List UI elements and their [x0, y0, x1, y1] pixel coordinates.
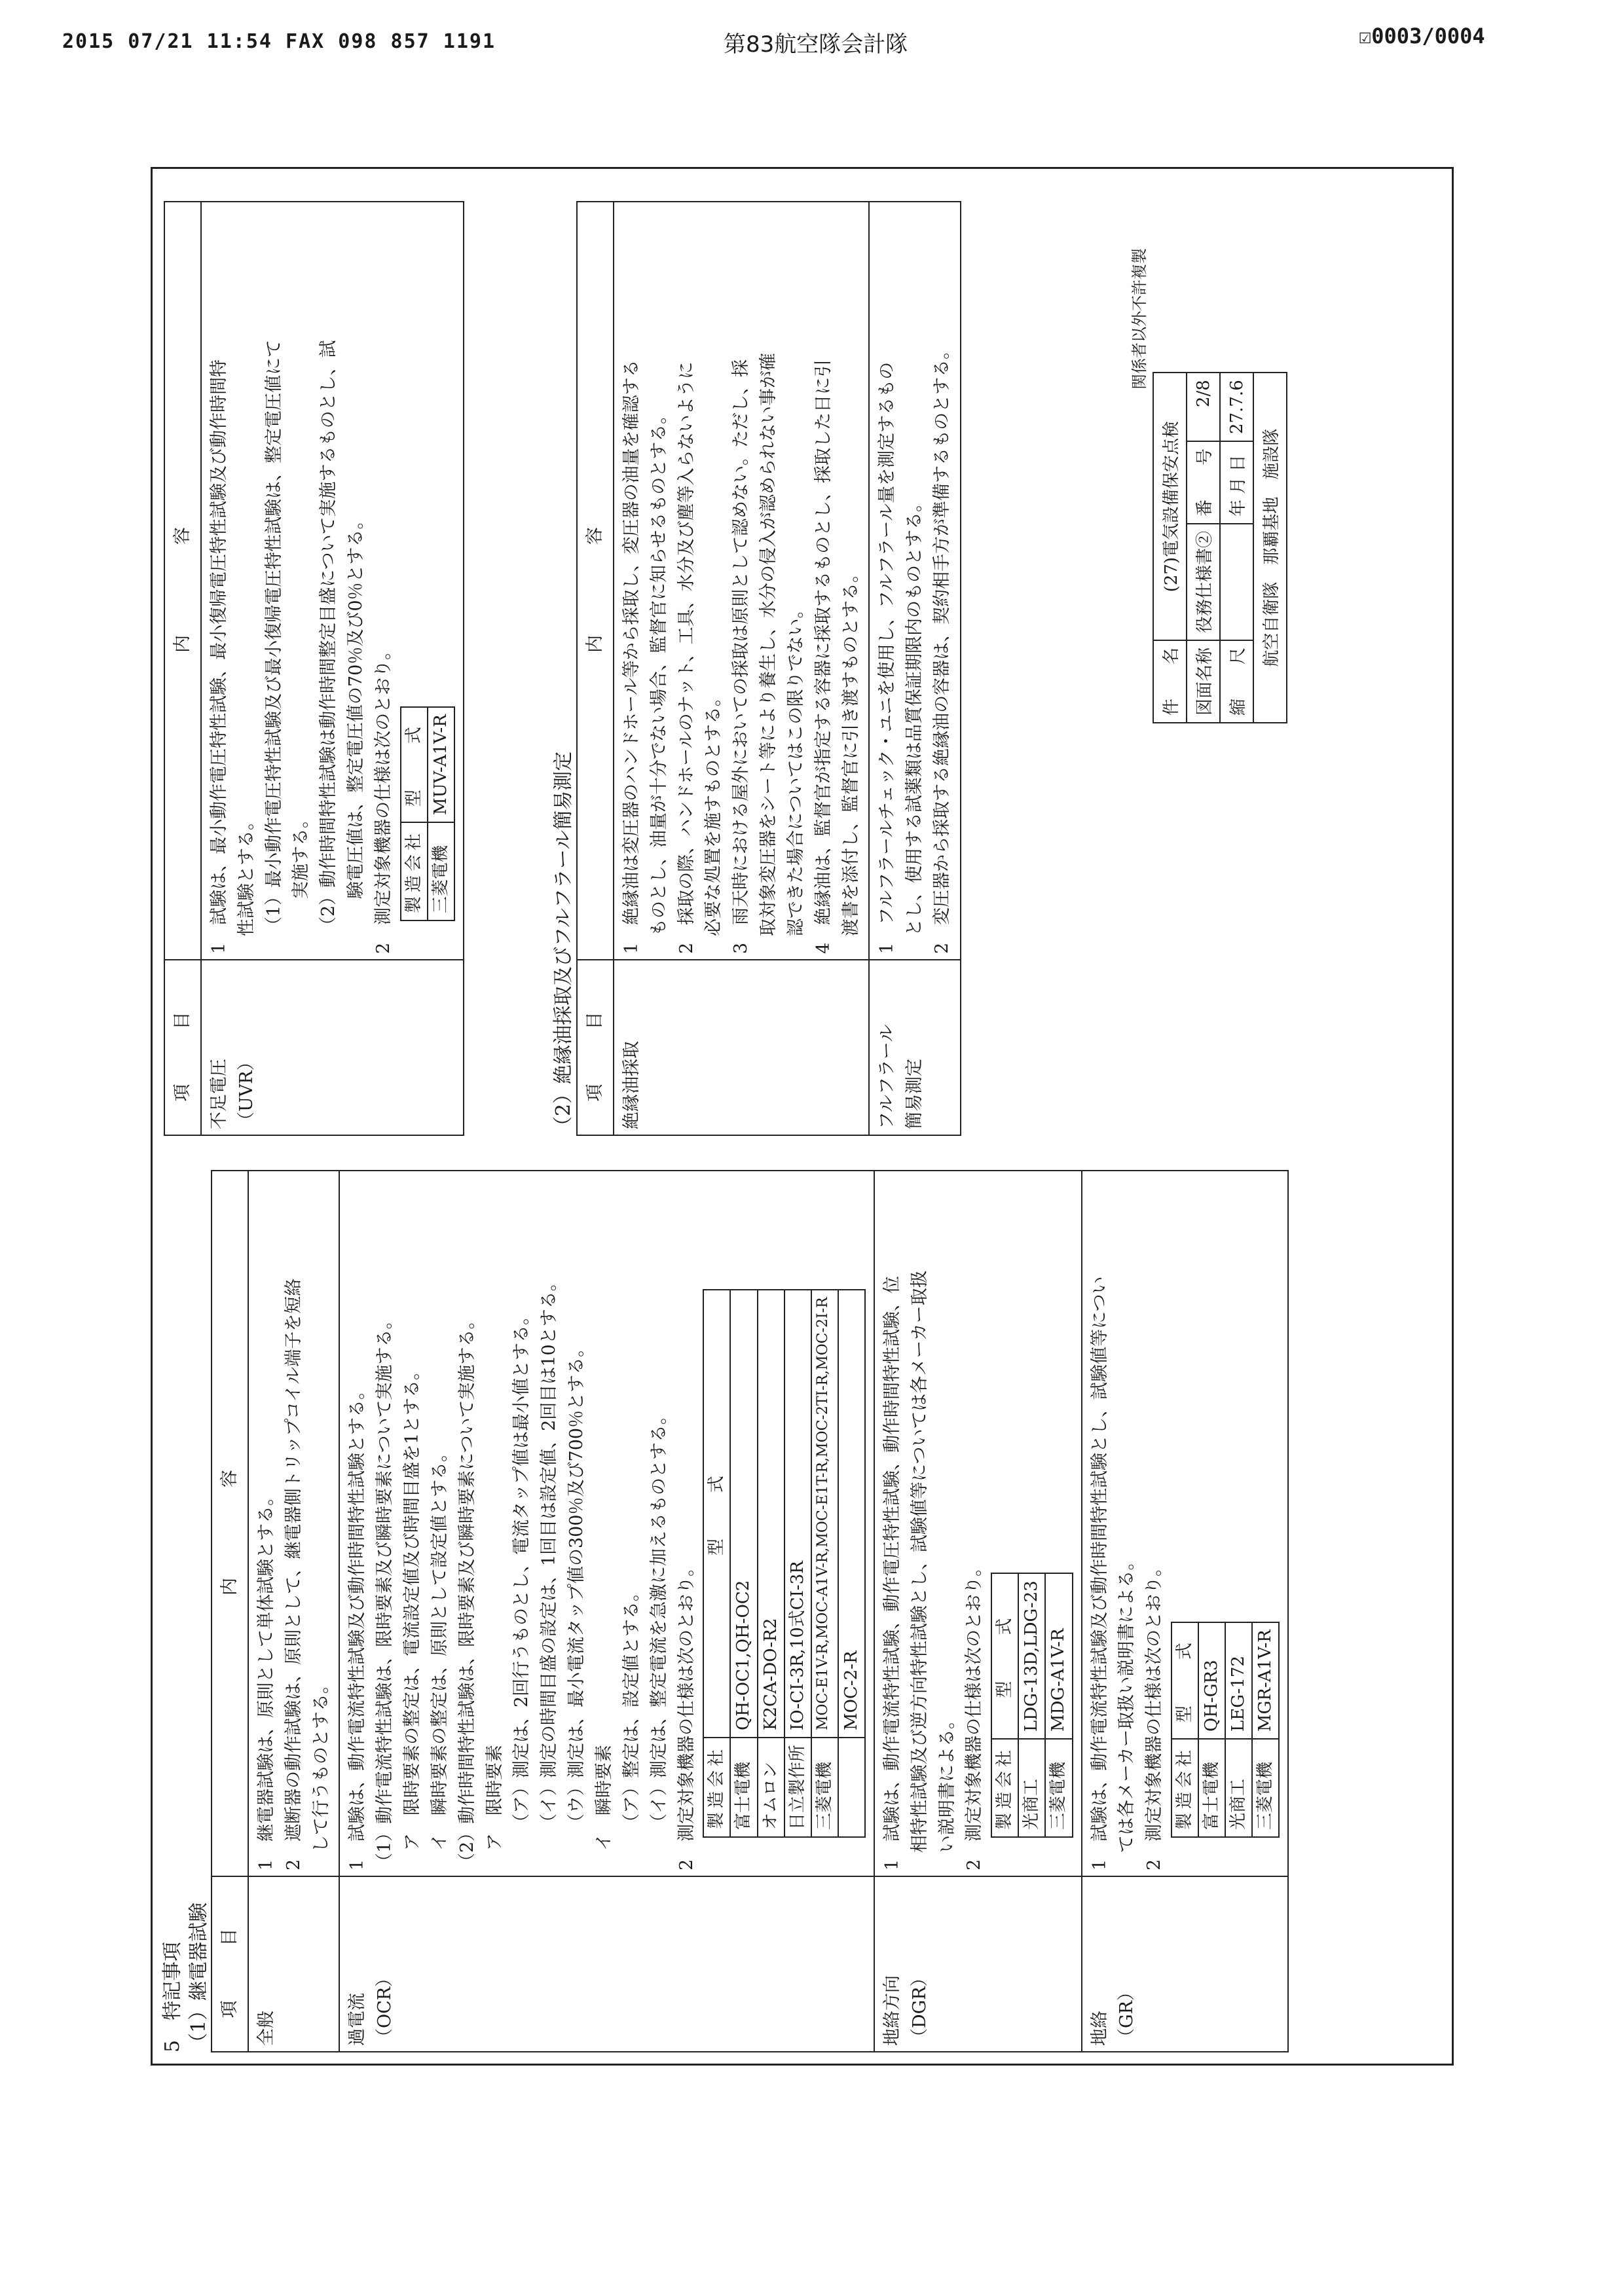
content-line: 1 試験は、最小動作電圧特性試験、最小復帰電圧特性試験及び動作時間特	[208, 359, 229, 954]
section-heading: 5 特記事項	[161, 1941, 184, 2052]
table-row	[869, 202, 961, 1135]
content-line: ては各メーカー取扱い説明書による。	[1116, 1552, 1137, 1870]
content-line: （2）動作時間特性試験は動作時間整定目盛について実施するものとし、試	[318, 340, 339, 934]
content-line: イ 瞬時要素の整定は、原則として設定値とする。	[429, 1444, 450, 1851]
table-row	[1018, 1573, 1045, 1837]
content-line: 験電圧値は、整定電圧値の70％及び0％とする。	[346, 511, 367, 934]
spec-maker: 光商工	[1018, 1739, 1045, 1837]
content-line: 2 測定対象機器の仕様は次のとおり。	[1144, 1558, 1165, 1870]
content-line: （ア）整定は、設定値とする。	[621, 1584, 642, 1831]
spec-header-model: 型 式	[991, 1573, 1018, 1739]
item-uvr-abbr: （UVR）	[236, 1053, 257, 1129]
value-name: (27)電気設備保安点検	[1153, 373, 1187, 640]
fax-timestamp: 2015 07/21 11:54 FAX 098 857 1191	[62, 30, 496, 53]
content-line: （ア）測定は、2回行うものとし、電流タップ値は最小値とする。	[511, 1307, 532, 1831]
table-row	[874, 1171, 1082, 2052]
item-general: 全般	[255, 2011, 276, 2046]
uvr-table	[164, 201, 464, 1136]
confidential-note: 関係者以外不許複製	[1130, 248, 1149, 390]
table-row	[248, 1171, 340, 2052]
issuing-org: 航空自衛隊 那覇基地 施設隊	[1253, 373, 1287, 723]
item-dgr: 地絡方向	[881, 1975, 902, 2046]
ocr-spec-table	[703, 1289, 866, 1838]
dgr-spec-table	[991, 1573, 1073, 1838]
item-furfural-sub: 簡易測定	[904, 1059, 925, 1129]
table-row	[1045, 1573, 1072, 1837]
value-scale	[1220, 524, 1253, 640]
table-row	[1225, 1622, 1252, 1837]
col-header-content: 内 容	[164, 202, 201, 960]
spec-model: LDG-13D,LDG-23	[1018, 1573, 1045, 1739]
spec-maker: 三菱電機	[428, 822, 454, 920]
spec-model: K2CA-DO-R2	[758, 1290, 784, 1738]
col-header-content: 内 容	[212, 1171, 248, 1876]
item-uvr: 不足電圧	[208, 1059, 229, 1129]
fax-page-number: ☑0003/0004	[1359, 24, 1485, 48]
spec-model: QH-GR3	[1198, 1622, 1225, 1739]
spec-maker: 富士電機	[1198, 1739, 1225, 1837]
content-line: 2 測定対象機器の仕様は次のとおり。	[373, 642, 394, 954]
item-oil: 絶縁油採取	[621, 1041, 642, 1129]
content-line: ア 限時要素	[484, 1745, 505, 1851]
content-line: い説明書による。	[936, 1711, 957, 1870]
col-header-content: 内 容	[577, 202, 614, 960]
spec-maker: 三菱電機	[811, 1738, 838, 1837]
col-header-item: 項 目	[212, 1876, 248, 2052]
label-name: 件 名	[1153, 640, 1187, 723]
content-line: （1）動作電流特性試験は、限時要素及び瞬時要素について実施する。	[375, 1311, 396, 1870]
content-line: 2 採取の際、ハンドホールのナット、工具、水分及び塵等入らないように	[676, 361, 697, 954]
spec-header-model: 型 式	[401, 707, 428, 822]
spec-model: MGR-A1V-R	[1252, 1622, 1279, 1739]
content-line: して行うものとする。	[310, 1676, 331, 1870]
table-row	[339, 1171, 874, 2052]
item-ocr-abbr: （OCR）	[375, 1969, 396, 2046]
table-row	[1082, 1171, 1289, 2052]
label-drawing: 図面名称	[1187, 640, 1220, 723]
content-line: 1 試験は、動作電流特性試験及び動作時間特性試験とする。	[347, 1381, 368, 1870]
spec-model: IO-CI-3R,10式CI-3R	[784, 1290, 811, 1738]
value-number: 2/8	[1187, 373, 1220, 441]
table-row	[1220, 373, 1253, 723]
table-row	[1252, 1622, 1279, 1837]
oil-table	[576, 201, 961, 1136]
content-line: 相特性試験及び逆方向特性試験とし、試験値等については各メーカー取扱	[909, 1270, 930, 1870]
table-row	[838, 1290, 865, 1837]
label-number: 番 号	[1187, 441, 1220, 524]
item-gr: 地絡	[1089, 2011, 1110, 2046]
table-row	[1153, 373, 1187, 723]
label-scale: 縮 尺	[1220, 640, 1253, 723]
label-date: 年 月 日	[1220, 441, 1253, 524]
spec-maker	[838, 1738, 865, 1837]
col-header-item: 項 目	[577, 960, 614, 1135]
gr-spec-table	[1171, 1622, 1280, 1838]
content-line: 3 雨天時における屋外においての採取は原則として認めない。ただし、採	[731, 359, 752, 954]
content-line: とし、使用する試薬類は品質保証期限内のものとする。	[904, 494, 925, 954]
spec-header-maker: 製造会社	[401, 822, 428, 920]
spec-model: MDG-A1V-R	[1045, 1573, 1072, 1739]
content-line: ア 限時要素の整定は、電流設定値及び時間目盛を1とする。	[402, 1362, 423, 1851]
content-line: イ 瞬時要素	[593, 1745, 614, 1851]
rotated-spec-sheet	[151, 167, 1454, 2066]
subsection-relay-title: （1）継電器試験	[187, 1902, 210, 2052]
spec-header-model: 型 式	[1172, 1622, 1198, 1739]
table-row	[201, 202, 464, 1135]
table-row	[811, 1290, 838, 1837]
spec-header-maker: 製造会社	[991, 1739, 1018, 1837]
table-row	[1198, 1622, 1225, 1837]
content-line: 2 測定対象機器の仕様は次のとおり。	[676, 1558, 697, 1870]
fax-header	[0, 0, 1624, 72]
spec-maker: 富士電機	[730, 1738, 757, 1837]
spec-maker: 三菱電機	[1045, 1739, 1072, 1837]
spec-header-maker: 製造会社	[1172, 1739, 1198, 1837]
content-line: （イ）測定の時間目盛の設定は、1回目は設定値、2回目は10とする。	[539, 1273, 560, 1831]
spec-maker: オムロン	[758, 1738, 784, 1837]
subsection-oil-title: （2）絶縁油採取及びフルフラール簡易測定	[552, 751, 575, 1136]
table-row	[758, 1290, 784, 1837]
item-gr-abbr: （GR）	[1116, 1983, 1137, 2046]
value-date: 27.7.6	[1220, 373, 1253, 441]
spec-maker: 光商工	[1225, 1739, 1252, 1837]
content-line: 実施する。	[291, 811, 312, 934]
spec-model: MOC-E1V-R,MOC-A1V-R,MOC-E1T-R,MOC-2TI-R,MOC-2I-R	[811, 1290, 838, 1738]
content-line: 1 試験は、動作電流特性試験、動作電圧特性試験、動作時間特性試験、位	[881, 1275, 902, 1870]
spec-model: MUV-A1V-R	[428, 707, 454, 822]
table-row	[1253, 373, 1287, 723]
fax-sender: 第83航空隊会計隊	[724, 31, 908, 58]
col-header-item: 項 目	[164, 960, 201, 1135]
spec-model: LEG-172	[1225, 1622, 1252, 1739]
content-line: 性試験とする。	[236, 812, 257, 954]
spec-model: MOC-2-R	[838, 1290, 865, 1738]
value-drawing: 役務仕様書②	[1187, 524, 1220, 640]
content-line: 渡書を添付し、監督官に引き渡すものとする。	[840, 565, 861, 954]
spec-maker: 日立製作所	[784, 1738, 811, 1837]
content-line: 2 変圧器から採取する絶縁油の容器は、契約相手方が準備するものとする。	[932, 341, 953, 954]
spec-maker: 三菱電機	[1252, 1739, 1279, 1837]
content-line: （1）最小動作電圧特性試験及び最小復帰電圧特性試験は、整定電圧値にて	[263, 339, 284, 934]
item-ocr: 過電流	[347, 1993, 368, 2046]
content-line: ものとし、油量が十分でない場合、監督官に知らせるものとする。	[648, 406, 669, 954]
content-line: 1 試験は、動作電流特性試験及び動作時間特性試験とし、試験値等につい	[1089, 1276, 1110, 1870]
content-line: （2）動作時間特性試験は、限時要素及び瞬時要素について実施する。	[456, 1311, 477, 1870]
table-row	[428, 707, 454, 920]
content-line: 1 フルフラールチェック・ユニを使用し、フルフラール量を測定するもの	[877, 361, 898, 954]
uvr-spec-table	[400, 706, 455, 921]
content-line: （イ）測定は、整定電流を急激に加えるものとする。	[648, 1407, 669, 1831]
content-line: 1 継電器試験は、原則として単体試験とする。	[255, 1487, 276, 1870]
content-line: 取対象変圧器をシート等により養生し、水分の侵入が認められない事が確	[758, 353, 779, 954]
table-row	[614, 202, 870, 1135]
content-line: 認できた場合についてはこの限りでない。	[785, 600, 806, 954]
table-row	[784, 1290, 811, 1837]
title-block	[1153, 372, 1287, 723]
content-line: 必要な処置を施すものとする。	[703, 689, 724, 954]
content-line: 2 遮断器の動作試験は、原則として、継電器側トリップコイル端子を短絡	[283, 1278, 304, 1870]
item-dgr-abbr: （DGR）	[909, 1969, 930, 2046]
content-line: 4 絶縁油は、監督官が指定する容器に採取するものとし、採取した日に引	[813, 359, 834, 954]
relay-test-table	[211, 1170, 1289, 2052]
content-line: （ウ）測定は、最小電流タップ値の300％及び700％とする。	[566, 1339, 587, 1831]
spec-header-maker: 製造会社	[703, 1738, 730, 1837]
content-line: 1 絶縁油は変圧器のハンドホール等から採取し、変圧器の油量を確認する	[621, 359, 642, 954]
table-row	[1187, 373, 1220, 723]
spec-model: QH-OC1,QH-OC2	[730, 1290, 757, 1738]
table-row	[730, 1290, 757, 1837]
spec-header-model: 型 式	[703, 1290, 730, 1738]
item-furfural: フルフラール	[877, 1024, 898, 1129]
content-line: 2 測定対象機器の仕様は次のとおり。	[964, 1558, 985, 1870]
